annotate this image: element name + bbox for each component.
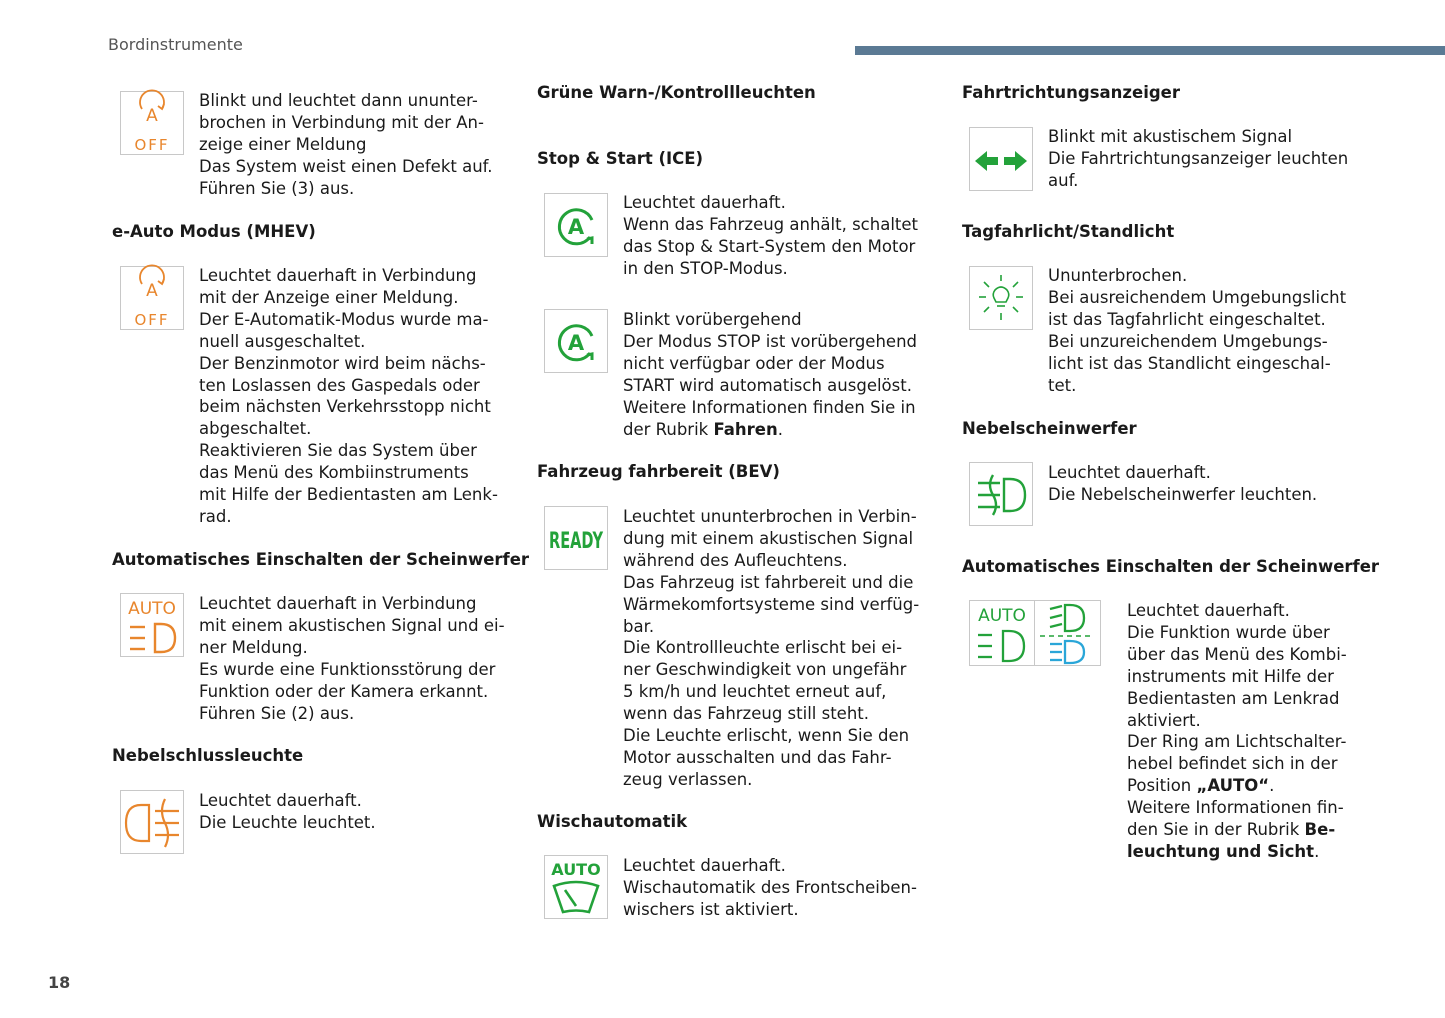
stop-start-icon-letter: A — [567, 215, 585, 239]
eauto-text: Leuchtet dauerhaft in Verbindung mit der Anzeige einer Meldung. Der E-Automatik-Modus wurde ma- nuell ausgeschaltet. Der Benzinmotor wird beim nächs- ten Loslassen des Gaspedals oder beim nächsten Verkehrsstopp nicht abgeschaltet. Reaktivieren Sie das System über das Menü des Kombiinstruments mit Hilfe der Bedientasten am Lenk- rad. — [199, 266, 498, 526]
stopstart-text2-lead: Blinkt vorübergehend Der Modus STOP ist vorübergehend nicht verfügbar oder der Modus START wird automatisch ausgelöst. Weitere Informationen finden Sie in der Rubrik — [623, 310, 918, 439]
auto-high-beam-icon — [969, 600, 1101, 666]
rearfog-text: Leuchtet dauerhaft. Die Leuchte leuchtet. — [199, 791, 376, 832]
auto-wiper-icon — [544, 855, 608, 919]
a-off-icon-letter: A — [146, 281, 158, 301]
frontfog-heading: Nebelscheinwerfer — [962, 419, 1137, 438]
a-off-icon-letter: A — [146, 106, 158, 126]
ready-heading: Fahrzeug fahrbereit (BEV) — [537, 462, 780, 481]
a-off-icon-label: OFF — [134, 311, 170, 329]
indicator-heading: Fahrtrichtungsanzeiger — [962, 83, 1181, 102]
header-bar — [855, 46, 1445, 55]
daylight-icon — [969, 266, 1033, 330]
stopstart-text2 — [623, 309, 917, 440]
eauto-heading: e-Auto Modus (MHEV) — [112, 222, 316, 241]
rearfog-heading: Nebelschlussleuchte — [112, 746, 304, 765]
ready-text: Leuchtet ununterbrochen in Verbin- dung mit einem akustischen Signal während des Aufleuchtens. Das Fahrzeug ist fahrbereit und die Wärmekomfortsysteme sind verfüg- bar. Die Kontrollleuchte erlischt bei ei- ner Geschwindigkeit von ungefähr 5 km/h und leuchtet erneut auf, wenn das Fahrzeug still steht. Die Leuchte erlischt, wenn Sie den Motor ausschalten und das Fahr- zeug verlassen. — [623, 507, 920, 789]
auto-high-beam-icon-label: AUTO — [978, 606, 1026, 626]
ready-icon — [544, 506, 608, 570]
green-lights-heading: Grüne Warn-/Kontrollleuchten — [537, 83, 816, 102]
stop-start-icon — [544, 309, 608, 373]
stop-start-icon-letter: A — [567, 331, 585, 355]
a-off-icon — [120, 91, 184, 155]
section-title: Bordinstrumente — [108, 35, 243, 54]
auto-headlight-icon-label: AUTO — [128, 599, 176, 619]
indicator-text: Blinkt mit akustischem Signal Die Fahrtrichtungsanzeiger leuchten auf. — [1048, 127, 1349, 190]
frontfog-text: Leuchtet dauerhaft. Die Nebelscheinwerfer leuchten. — [1048, 463, 1318, 504]
autohigh-text-end: . — [1314, 841, 1320, 861]
rear-fog-icon — [120, 790, 184, 854]
stopstart-text2-end: . — [777, 419, 783, 439]
autohigh-text-link: Be- leuchtung und Sicht — [1127, 820, 1336, 861]
daylight-heading: Tagfahrlicht/Standlicht — [962, 222, 1175, 241]
stopstart-heading: Stop & Start (ICE) — [537, 149, 704, 168]
autoheadlights-heading: Automatisches Einschalten der Scheinwerfer — [112, 550, 530, 569]
page-number: 18 — [48, 973, 71, 992]
stopstart-text1: Leuchtet dauerhaft. Wenn das Fahrzeug anhält, schaltet das Stop & Start-System den Motor in den STOP-Modus. — [623, 193, 918, 278]
stopstart-text2-link: Fahren — [713, 419, 778, 439]
autoheadlights-text: Leuchtet dauerhaft in Verbindung mit einem akustischen Signal und ei- ner Meldung. Es wurde eine Funktionsstörung der Funktion oder der Kamera erkannt. Führen Sie (2) aus. — [199, 594, 505, 723]
front-fog-icon — [969, 462, 1033, 526]
icon-divider — [1034, 601, 1035, 665]
autohigh-text-lead: Leuchtet dauerhaft. Die Funktion wurde über über das Menü des Kombi- instruments mit Hilfe der Bedientasten am Lenkrad aktiviert. Der Ring am Lichtschalter- hebel befindet sich in der Position — [1127, 601, 1347, 796]
auto-headlight-icon — [120, 593, 184, 657]
daylight-text: Ununterbrochen. Bei ausreichendem Umgebungslicht ist das Tagfahrlicht eingeschaltet. Bei unzureichendem Umgebungs- licht ist das Standlicht eingeschal- tet. — [1048, 266, 1347, 395]
autohigh-heading: Automatisches Einschalten der Scheinwerfer — [962, 557, 1380, 576]
autohigh-text-position: „AUTO“ — [1196, 776, 1270, 796]
turn-signal-icon — [969, 127, 1033, 191]
wiper-heading: Wischautomatik — [537, 812, 688, 831]
autohigh-text-mid: . Weitere Informationen fin- den Sie in der Rubrik — [1127, 776, 1344, 840]
autohigh-text — [1127, 600, 1347, 863]
a-off-icon-label: OFF — [134, 136, 170, 154]
a-off-icon — [120, 266, 184, 330]
wiper-text: Leuchtet dauerhaft. Wischautomatik des Frontscheiben- wischers ist aktiviert. — [623, 856, 917, 919]
stop-start-icon — [544, 193, 608, 257]
ready-icon-label: READY — [549, 529, 604, 554]
auto-wiper-icon-label: AUTO — [551, 860, 601, 879]
entry0-text: Blinkt und leuchtet dann ununter- brochen in Verbindung mit der An- zeige einer Meldung Das System weist einen Defekt auf. Führen Sie (3) aus. — [199, 91, 493, 198]
